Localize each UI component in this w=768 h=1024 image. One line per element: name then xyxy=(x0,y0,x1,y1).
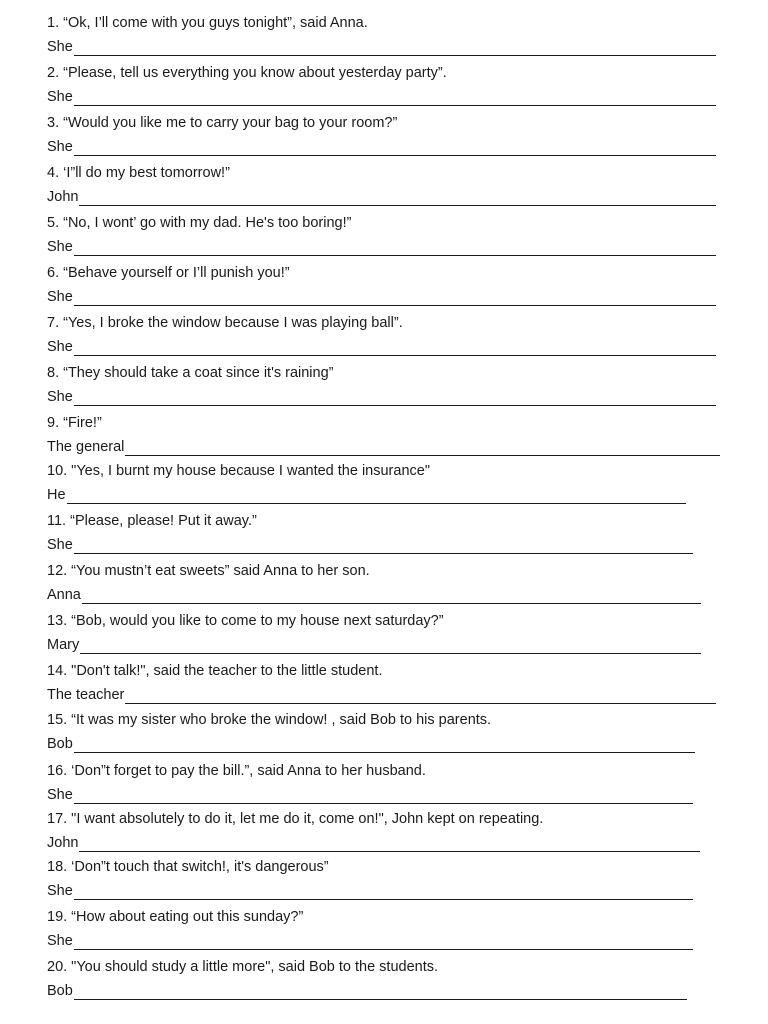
answer-subject: Anna xyxy=(47,587,81,603)
question-5: 5. “No, I wont’ go with my dad. He's too boring!” xyxy=(47,215,352,231)
answer-line-5 xyxy=(47,238,716,256)
answer-blank[interactable] xyxy=(74,41,716,56)
answer-subject: John xyxy=(47,189,79,205)
answer-subject: The teacher xyxy=(47,687,125,703)
answer-blank[interactable] xyxy=(74,141,716,156)
question-13: 13. “Bob, would you like to come to my house next saturday?” xyxy=(47,613,444,629)
question-19: 19. “How about eating out this sunday?” xyxy=(47,909,304,925)
answer-line-16 xyxy=(47,786,693,804)
question-4: 4. ‘I”ll do my best tomorrow!” xyxy=(47,165,230,181)
answer-subject: She xyxy=(47,933,73,949)
answer-subject: Bob xyxy=(47,736,73,752)
question-14: 14. "Don't talk!", said the teacher to the little student. xyxy=(47,663,383,679)
question-8: 8. “They should take a coat since it's raining” xyxy=(47,365,334,381)
answer-line-6 xyxy=(47,288,716,306)
question-7: 7. “Yes, I broke the window because I was playing ball”. xyxy=(47,315,403,331)
answer-subject: She xyxy=(47,339,73,355)
answer-line-8 xyxy=(47,388,716,406)
question-2: 2. “Please, tell us everything you know about yesterday party”. xyxy=(47,65,447,81)
question-10: 10. "Yes, I burnt my house because I wanted the insurance" xyxy=(47,463,430,479)
answer-subject: She xyxy=(47,39,73,55)
answer-line-12 xyxy=(47,586,701,604)
answer-line-13 xyxy=(47,636,701,654)
answer-blank[interactable] xyxy=(79,191,716,206)
question-6: 6. “Behave yourself or I’ll punish you!” xyxy=(47,265,290,281)
answer-blank[interactable] xyxy=(74,91,716,106)
question-18: 18. ‘Don”t touch that switch!, it's dangerous” xyxy=(47,859,329,875)
answer-subject: She xyxy=(47,537,73,553)
answer-blank[interactable] xyxy=(74,885,693,900)
answer-blank[interactable] xyxy=(74,291,716,306)
answer-line-2 xyxy=(47,88,716,106)
answer-line-17 xyxy=(47,834,700,852)
answer-subject: She xyxy=(47,239,73,255)
answer-subject: He xyxy=(47,487,66,503)
question-1: 1. “Ok, I’ll come with you guys tonight”, said Anna. xyxy=(47,15,368,31)
question-3: 3. “Would you like me to carry your bag to your room?” xyxy=(47,115,398,131)
answer-blank[interactable] xyxy=(125,441,720,456)
question-12: 12. “You mustn’t eat sweets” said Anna to her son. xyxy=(47,563,370,579)
question-9: 9. “Fire!” xyxy=(47,415,102,431)
answer-blank[interactable] xyxy=(80,639,701,654)
answer-blank[interactable] xyxy=(74,935,693,950)
question-20: 20. "You should study a little more", said Bob to the students. xyxy=(47,959,439,975)
answer-line-10 xyxy=(47,486,686,504)
answer-blank[interactable] xyxy=(74,391,716,406)
answer-line-9 xyxy=(47,438,720,456)
answer-subject: She xyxy=(47,389,73,405)
answer-line-7 xyxy=(47,338,716,356)
answer-blank[interactable] xyxy=(74,539,693,554)
answer-line-19 xyxy=(47,932,693,950)
answer-blank[interactable] xyxy=(74,241,716,256)
answer-line-1 xyxy=(47,38,716,56)
answer-subject: She xyxy=(47,883,73,899)
answer-line-11 xyxy=(47,536,693,554)
answer-line-20 xyxy=(47,982,687,1000)
question-16: 16. ‘Don”t forget to pay the bill.”, said Anna to her husband. xyxy=(47,763,426,779)
answer-line-3 xyxy=(47,138,716,156)
answer-line-14 xyxy=(47,686,716,704)
answer-line-4 xyxy=(47,188,716,206)
answer-line-15 xyxy=(47,735,695,753)
answer-subject: She xyxy=(47,787,73,803)
answer-blank[interactable] xyxy=(74,985,687,1000)
question-15: 15. “It was my sister who broke the window! , said Bob to his parents. xyxy=(47,712,492,728)
answer-subject: She xyxy=(47,289,73,305)
answer-subject: Mary xyxy=(47,637,80,653)
answer-subject: She xyxy=(47,139,73,155)
answer-blank[interactable] xyxy=(79,837,700,852)
question-11: 11. “Please, please! Put it away.” xyxy=(47,513,257,529)
answer-subject: Bob xyxy=(47,983,73,999)
answer-subject: She xyxy=(47,89,73,105)
answer-subject: John xyxy=(47,835,79,851)
answer-subject: The general xyxy=(47,439,125,455)
question-17: 17. "I want absolutely to do it, let me do it, come on!", John kept on repeating. xyxy=(47,811,544,827)
answer-blank[interactable] xyxy=(74,738,695,753)
answer-line-18 xyxy=(47,882,693,900)
answer-blank[interactable] xyxy=(125,689,716,704)
answer-blank[interactable] xyxy=(82,589,701,604)
answer-blank[interactable] xyxy=(74,341,716,356)
answer-blank[interactable] xyxy=(74,789,693,804)
answer-blank[interactable] xyxy=(67,489,686,504)
